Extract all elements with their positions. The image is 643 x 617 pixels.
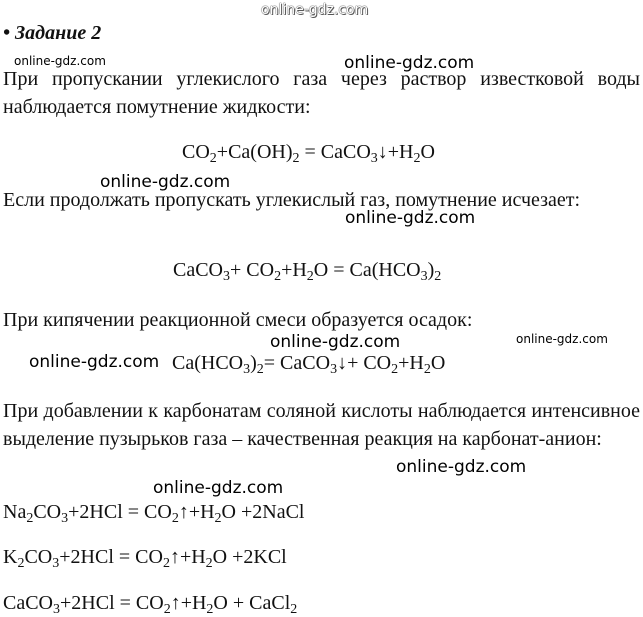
equation-3: $Ca(HCO_3)_2=$ CaCO$_3$↓+ $CO_2+H_2O$ <box>172 352 446 377</box>
watermark: online-gdz.com <box>14 54 106 68</box>
watermark: online-gdz.com <box>270 332 401 352</box>
equation-6: CaCO$_3$+2HCl = $CO_2↑+H_2O$ + CaCl$_2$ <box>3 592 298 617</box>
task-title: • Задание 2 <box>3 22 102 44</box>
paragraph-4: При добавлении к карбонатам соляной кислоты наблюдается интенсивное выделение пузырьков газа – качественная реакция на карбонат-анион: <box>3 400 640 450</box>
watermark: online-gdz.com <box>396 457 527 477</box>
equation-1: $CO_2+Ca(OH)_2$ = $CaCO_3↓+H_2O$ <box>182 141 435 166</box>
equation-5: $K_2CO_3+2HCl$ = $CO_2↑+H_2O +2KCl$ <box>3 546 287 571</box>
paragraph-1: При пропускании углекислого газа через раствор известковой воды наблюдается помутнение жидкости: <box>3 68 640 118</box>
paragraph-2: Если продолжать пропускать углекислый газ, помутнение исчезает: <box>3 189 581 211</box>
watermark: online-gdz.com <box>516 332 608 346</box>
watermark: online-gdz.com <box>153 478 284 498</box>
watermark: online-gdz.com <box>344 53 475 73</box>
equation-2: CaCO$_3$+ $CO_2+H_2O = Ca(HCO_3)_2$ <box>173 259 442 284</box>
watermark: online-gdz.com <box>100 172 231 192</box>
watermark: online-gdz.com <box>29 352 160 372</box>
paragraph-3: При кипячении реакционной смеси образуется осадок: <box>3 309 473 331</box>
equation-4: $Na_2CO_3+2HCl$ = $CO_2↑+H_2O$ +2NaCl <box>3 501 305 526</box>
watermark: online-gdz.com <box>345 208 476 228</box>
watermark-top: online-gdz.com <box>261 2 369 18</box>
